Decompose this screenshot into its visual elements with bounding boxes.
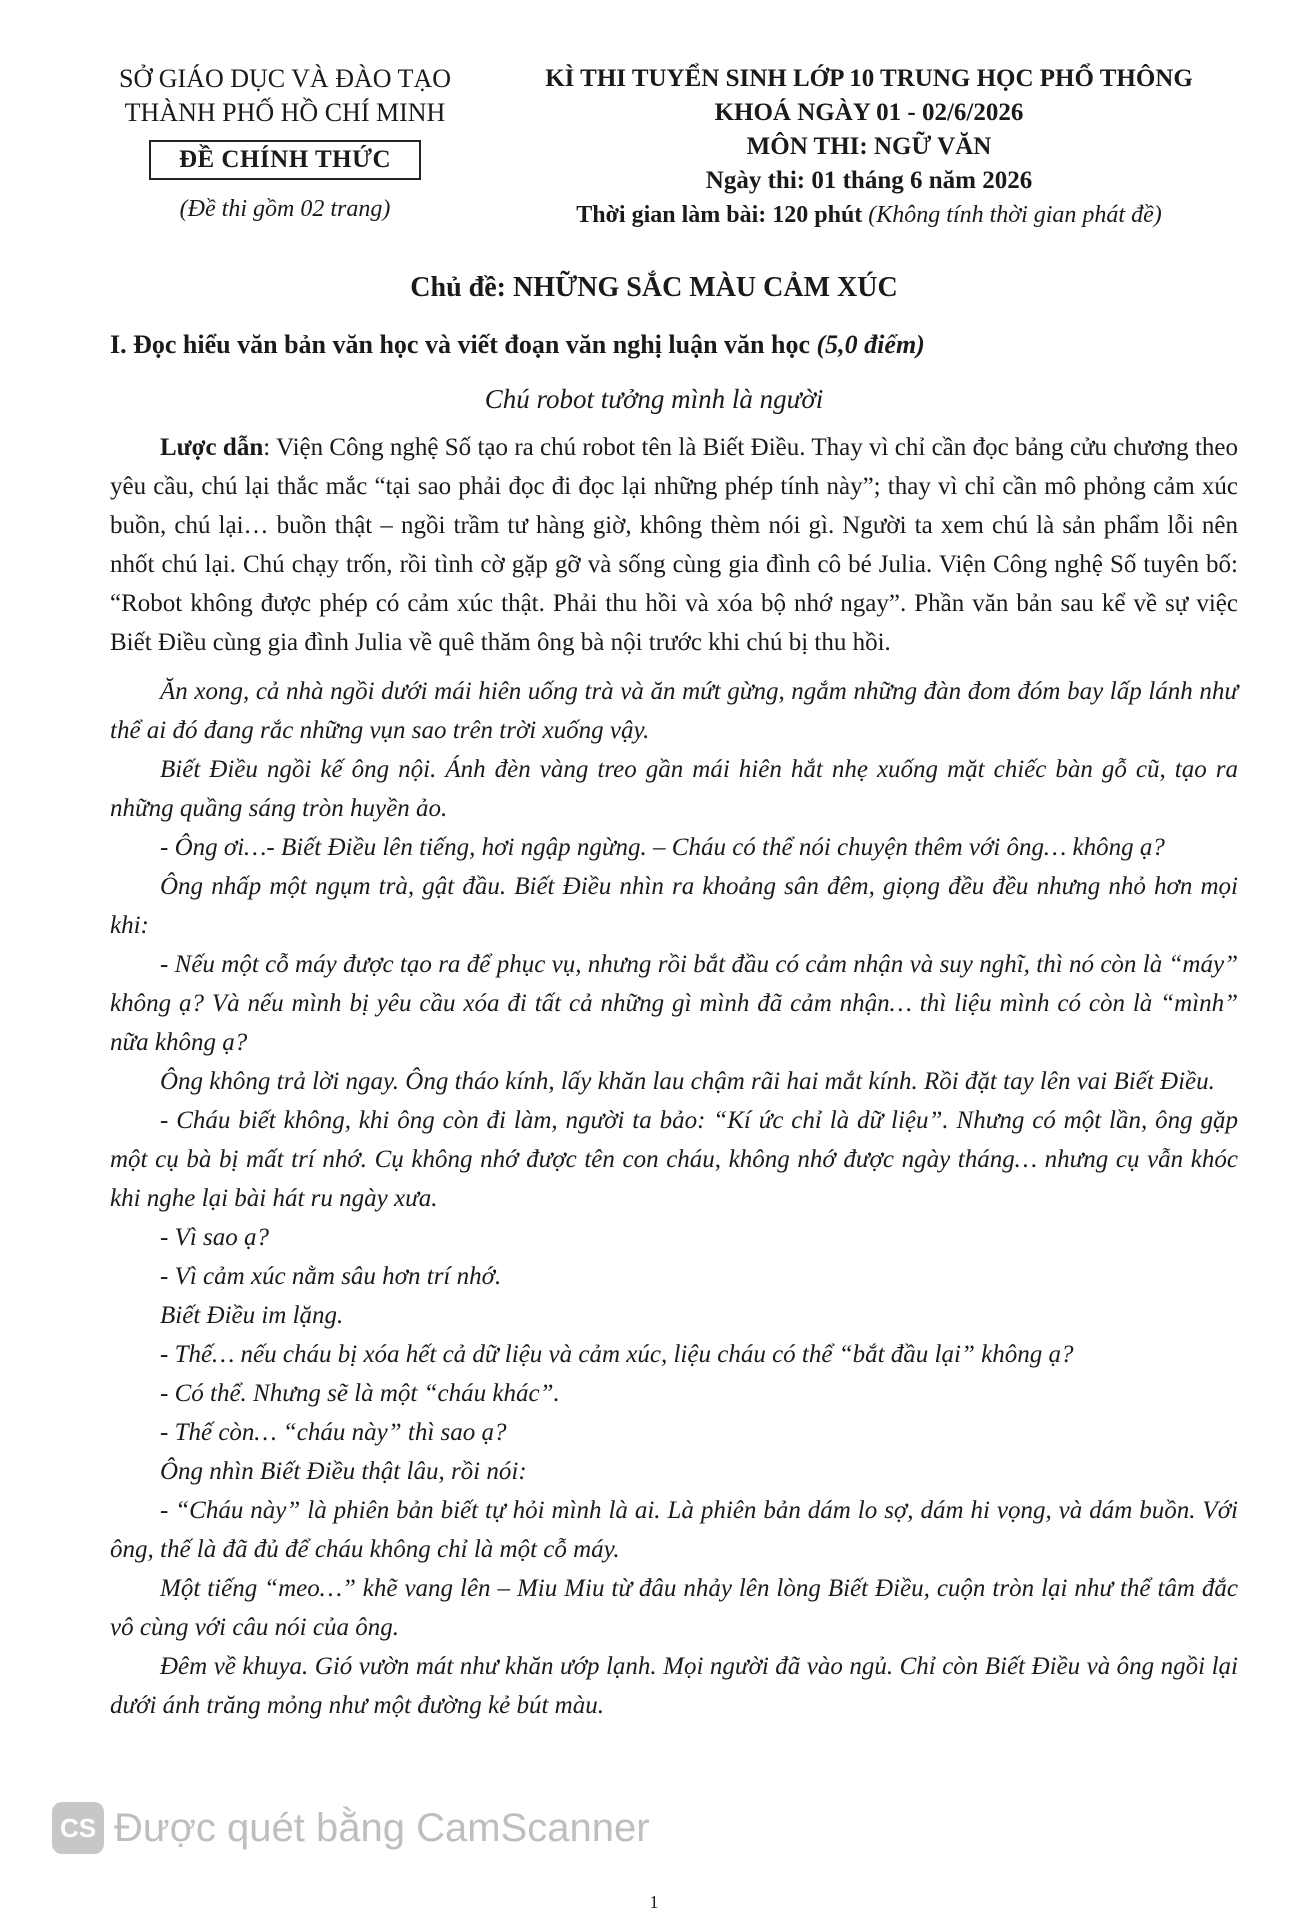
story-paragraph: - Có thể. Nhưng sẽ là một “cháu khác”. xyxy=(160,1380,560,1407)
story-paragraph: Ông nhìn Biết Điều thật lâu, rồi nói: xyxy=(160,1458,527,1485)
section-points: (5,0 điểm) xyxy=(816,330,925,359)
camscanner-logo-icon: CS xyxy=(52,1802,104,1854)
exam-header xyxy=(100,62,1238,232)
story-paragraph: - Thế còn… “cháu này” thì sao ạ? xyxy=(160,1419,507,1446)
exam-session: KHOÁ NGÀY 01 - 02/6/2026 xyxy=(714,99,1024,126)
story-paragraph: Ăn xong, cả nhà ngồi dưới mái hiên uống trà và ăn mứt gừng, ngắm những đàn đom đóm bay lấp lánh như thể ai đó đang rắc những vụn sao trên trời xuống vậy. xyxy=(110,678,1238,744)
story-paragraph: - Vì cảm xúc nằm sâu hơn trí nhớ. xyxy=(160,1263,502,1290)
org-line-2: THÀNH PHỐ HỒ CHÍ MINH xyxy=(124,98,446,127)
page-number: 1 xyxy=(649,1892,659,1912)
summary-label: Lược dẫn xyxy=(160,434,264,461)
duration-note: (Không tính thời gian phát đề) xyxy=(868,202,1162,228)
story-paragraph: - “Cháu này” là phiên bản biết tự hỏi mình là ai. Là phiên bản dám lo sợ, dám hi vọng, và dám buồn. Với ông, thế là đã đủ để cháu không chỉ là một cỗ máy. xyxy=(110,1497,1238,1563)
official-badge: ĐỀ CHÍNH THỨC xyxy=(149,140,421,180)
story-paragraph: - Cháu biết không, khi ông còn đi làm, người ta bảo: “Kí ức chỉ là dữ liệu”. Nhưng có một lần, ông gặp một cụ bà bị mất trí nhớ. Cụ không nhớ được tên con cháu, không nhớ được ngày tháng… nhưng cụ vẫn khóc khi nghe lại bài hát ru ngày xưa. xyxy=(110,1107,1238,1212)
summary-text: : Viện Công nghệ Số tạo ra chú robot tên là Biết Điều. Thay vì chỉ cần đọc bảng cửu chương theo yêu cầu, chú lại thắc mắc “tại sao phải đọc đi đọc lại những phép tính này”; thay vì chỉ cần mô phỏng cảm xúc buồn, chú lại… buồn thật – ngồi trầm tư hàng giờ, không thèm nói gì. Người ta xem chú là sản phẩm lỗi nên nhốt chú lại. Chú chạy trốn, rồi tình cờ gặp gỡ và sống cùng gia đình cô bé Julia. Viện Công nghệ Số tuyên bố: “Robot không được phép có cảm xúc thật. Phải thu hồi và xóa bộ nhớ ngay”. Phần văn bản sau kể về sự việc Biết Điều cùng gia đình Julia về quê thăm ông bà nội trước khi chú bị thu hồi. xyxy=(110,434,1238,656)
section-title: I. Đọc hiểu văn bản văn học và viết đoạn văn nghị luận văn học xyxy=(110,330,817,359)
summary-paragraph xyxy=(110,428,1238,662)
duration-label: Thời gian làm bài: 120 phút xyxy=(576,202,869,228)
exam-info xyxy=(500,62,1238,232)
exam-duration xyxy=(500,198,1238,232)
story-title: Chú robot tưởng mình là người xyxy=(484,384,824,414)
story-paragraph: - Nếu một cỗ máy được tạo ra để phục vụ, nhưng rồi bắt đầu có cảm nhận và suy nghĩ, thì nó còn là “máy” không ạ? Và nếu mình bị yêu cầu xóa đi tất cả những gì mình đã cảm nhận… thì liệu mình có còn là “mình” nữa không ạ? xyxy=(110,951,1238,1056)
story-paragraph: - Thế… nếu cháu bị xóa hết cả dữ liệu và cảm xúc, liệu cháu có thể “bắt đầu lại” không ạ? xyxy=(160,1341,1074,1368)
story-paragraph: - Ông ơi…- Biết Điều lên tiếng, hơi ngập ngừng. – Cháu có thể nói chuyện thêm với ông… không ạ? xyxy=(160,834,1165,861)
exam-topic: Chủ đề: NHỮNG SẮC MÀU CẢM XÚC xyxy=(410,272,898,303)
camscanner-watermark xyxy=(52,1800,650,1856)
exam-title: KÌ THI TUYỂN SINH LỚP 10 TRUNG HỌC PHỔ THÔNG xyxy=(545,65,1193,92)
issuing-authority xyxy=(100,62,470,223)
story-paragraph: Một tiếng “meo…” khẽ vang lên – Miu Miu từ đâu nhảy lên lòng Biết Điều, cuộn tròn lại như thể tâm đắc vô cùng với câu nói của ông. xyxy=(110,1575,1238,1641)
story-paragraph: Đêm về khuya. Gió vườn mát như khăn ướp lạnh. Mọi người đã vào ngủ. Chỉ còn Biết Điều và ông ngồi lại dưới ánh trăng mỏng như một đường kẻ bút màu. xyxy=(110,1653,1238,1719)
story-paragraph: Biết Điều im lặng. xyxy=(160,1302,344,1329)
story-text xyxy=(110,672,1238,1725)
pages-note: (Đề thi gồm 02 trang) xyxy=(179,196,391,222)
story-paragraph: Ông không trả lời ngay. Ông tháo kính, lấy khăn lau chậm rãi hai mắt kính. Rồi đặt tay lên vai Biết Điều. xyxy=(160,1068,1215,1095)
exam-subject: MÔN THI: NGỮ VĂN xyxy=(746,133,992,160)
story-paragraph: Ông nhấp một ngụm trà, gật đầu. Biết Điều nhìn ra khoảng sân đêm, giọng đều đều nhưng nhỏ hơn mọi khi: xyxy=(110,873,1238,939)
exam-date: Ngày thi: 01 tháng 6 năm 2026 xyxy=(705,167,1033,194)
org-line-1: SỞ GIÁO DỤC VÀ ĐÀO TẠO xyxy=(119,64,451,93)
reading-passage xyxy=(110,428,1238,1725)
story-paragraph: - Vì sao ạ? xyxy=(160,1224,270,1251)
story-paragraph: Biết Điều ngồi kế ông nội. Ánh đèn vàng treo gần mái hiên hắt nhẹ xuống mặt chiếc bàn gỗ cũ, tạo ra những quầng sáng tròn huyền ảo. xyxy=(110,756,1238,822)
watermark-text: Được quét bằng CamScanner xyxy=(114,1805,650,1850)
section-heading xyxy=(110,330,1238,360)
